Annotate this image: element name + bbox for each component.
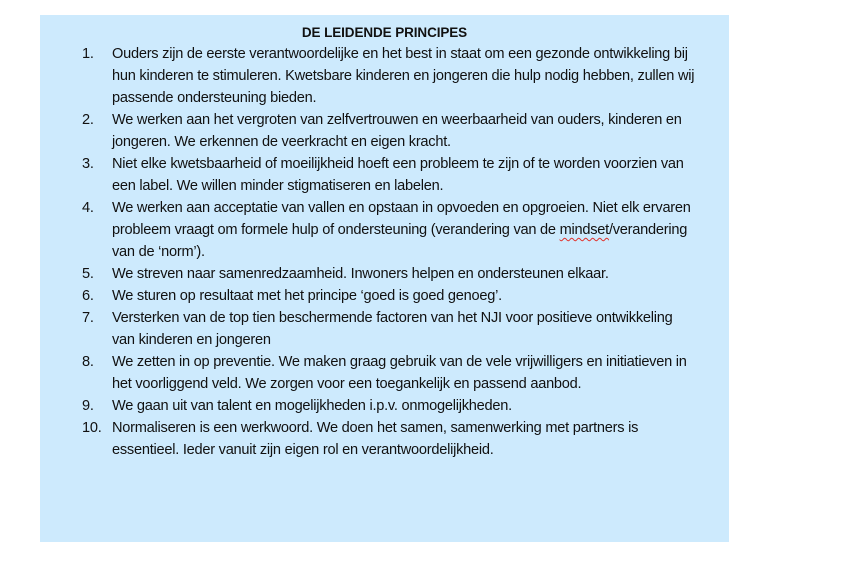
list-item	[40, 263, 729, 285]
principles-box	[40, 15, 729, 542]
item-text: We werken aan het vergroten van zelfvertrouwen en weerbaarheid van ouders, kinderen en jongeren. We erkennen de veerkracht en eigen kracht.	[112, 112, 682, 150]
item-text: We streven naar samenredzaamheid. Inwoners helpen en ondersteunen elkaar.	[112, 266, 609, 282]
item-text: /verandering van de ‘norm’).	[112, 222, 688, 260]
item-number: 8.	[82, 354, 94, 370]
item-number: 3.	[82, 156, 94, 172]
list-item	[40, 395, 729, 417]
item-text: We werken aan acceptatie van vallen en opstaan in opvoeden en opgroeien. Niet elk ervaren probleem vraagt om formele hulp of ondersteuning (verandering van de	[112, 200, 691, 238]
item-number: 2.	[82, 112, 94, 128]
item-text: Ouders zijn de eerste verantwoordelijke en het best in staat om een gezonde ontwikkeling bij hun kinderen te stimuleren. Kwetsbare kinderen en jongeren die hulp nodig hebben, zullen wij passende ondersteuning bieden.	[112, 46, 695, 106]
item-number: 10.	[82, 420, 102, 436]
list-item	[40, 417, 729, 461]
spellcheck-flagged-word[interactable]: mindset	[559, 222, 609, 238]
list-item	[40, 307, 729, 351]
item-text: We zetten in op preventie. We maken graag gebruik van de vele vrijwilligers en initiatieven in het voorliggend veld. We zorgen voor een toegankelijk en passend aanbod.	[112, 354, 687, 392]
item-number: 9.	[82, 398, 94, 414]
item-number: 6.	[82, 288, 94, 304]
list-item	[40, 43, 729, 109]
item-text: Niet elke kwetsbaarheid of moeilijkheid hoeft een probleem te zijn of te worden voorzien van een label. We willen minder stigmatiseren en labelen.	[112, 156, 684, 194]
list-item	[40, 109, 729, 153]
item-number: 4.	[82, 200, 94, 216]
principles-list	[40, 43, 729, 461]
list-item	[40, 351, 729, 395]
item-text: We sturen op resultaat met het principe ‘goed is goed genoeg’.	[112, 288, 502, 304]
item-text: Normaliseren is een werkwoord. We doen het samen, samenwerking met partners is essentieel. Ieder vanuit zijn eigen rol en verantwoordelijkheid.	[112, 420, 639, 458]
item-number: 1.	[82, 46, 94, 62]
list-item	[40, 285, 729, 307]
item-number: 5.	[82, 266, 94, 282]
item-text: We gaan uit van talent en mogelijkheden i.p.v. onmogelijkheden.	[112, 398, 512, 414]
document-title: DE LEIDENDE PRINCIPES	[301, 25, 468, 40]
item-number: 7.	[82, 310, 94, 326]
list-item	[40, 197, 729, 263]
item-text: Versterken van de top tien beschermende factoren van het NJI voor positieve ontwikkeling van kinderen en jongeren	[112, 310, 673, 348]
list-item	[40, 153, 729, 197]
